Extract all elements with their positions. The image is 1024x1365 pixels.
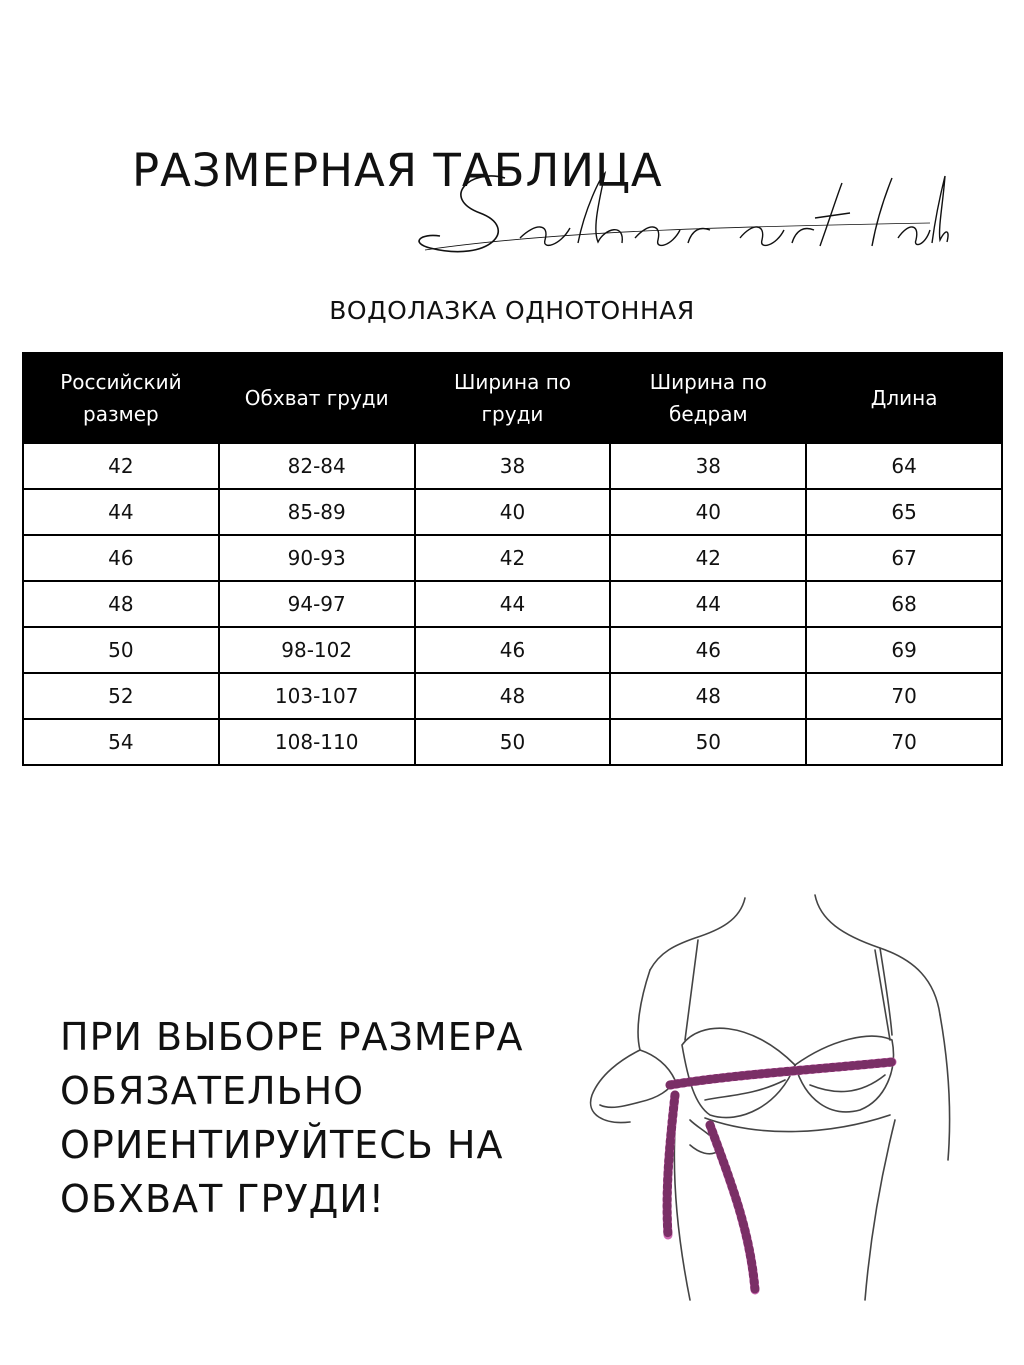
table-cell: 48 xyxy=(610,673,806,719)
table-cell: 67 xyxy=(806,535,1002,581)
bra-cup-right xyxy=(795,1036,893,1112)
product-subtitle: ВОДОЛАЗКА ОДНОТОННАЯ xyxy=(329,296,695,325)
table-cell: 44 xyxy=(23,489,219,535)
table-cell: 48 xyxy=(415,673,611,719)
table-cell: 90-93 xyxy=(219,535,415,581)
table-cell: 65 xyxy=(806,489,1002,535)
table-cell: 85-89 xyxy=(219,489,415,535)
left-arm-outline xyxy=(591,970,650,1123)
table-cell: 38 xyxy=(415,443,611,489)
table-cell: 94-97 xyxy=(219,581,415,627)
notice-line: ОБХВАТ ГРУДИ! xyxy=(60,1177,385,1221)
table-cell: 54 xyxy=(23,719,219,765)
table-cell: 38 xyxy=(610,443,806,489)
size-table xyxy=(22,352,1003,766)
right-body-outline xyxy=(940,1015,950,1160)
table-cell: 64 xyxy=(806,443,1002,489)
table-row xyxy=(23,489,1002,535)
table-cell: 48 xyxy=(23,581,219,627)
brand-logo-script xyxy=(410,168,950,268)
table-row xyxy=(23,627,1002,673)
column-header-chest-width: Ширина по груди xyxy=(415,353,611,443)
left-hand-outline xyxy=(600,1050,675,1107)
table-cell: 42 xyxy=(415,535,611,581)
table-cell: 68 xyxy=(806,581,1002,627)
table-cell: 50 xyxy=(415,719,611,765)
table-cell: 70 xyxy=(806,719,1002,765)
column-header-length: Длина xyxy=(806,353,1002,443)
table-cell: 40 xyxy=(415,489,611,535)
table-row xyxy=(23,443,1002,489)
column-header-chest-girth: Обхват груди xyxy=(219,353,415,443)
table-cell: 50 xyxy=(610,719,806,765)
notice-line: ПРИ ВЫБОРЕ РАЗМЕРА xyxy=(60,1015,524,1059)
table-cell: 42 xyxy=(23,443,219,489)
torso-outline xyxy=(674,1130,690,1300)
table-cell: 108-110 xyxy=(219,719,415,765)
table-cell: 50 xyxy=(23,627,219,673)
table-cell: 40 xyxy=(610,489,806,535)
table-cell: 46 xyxy=(23,535,219,581)
size-table-header xyxy=(23,353,1002,443)
neck-outline xyxy=(650,898,745,970)
table-row xyxy=(23,673,1002,719)
table-cell: 69 xyxy=(806,627,1002,673)
table-row xyxy=(23,719,1002,765)
notice-line: ОБЯЗАТЕЛЬНО xyxy=(60,1069,365,1113)
table-cell: 44 xyxy=(610,581,806,627)
table-cell: 46 xyxy=(610,627,806,673)
table-cell: 52 xyxy=(23,673,219,719)
table-cell: 46 xyxy=(415,627,611,673)
table-cell: 70 xyxy=(806,673,1002,719)
table-cell: 103-107 xyxy=(219,673,415,719)
page-title: РАЗМЕРНАЯ ТАБЛИЦА xyxy=(132,144,663,197)
table-row xyxy=(23,581,1002,627)
chest-measurement-illustration xyxy=(580,890,1024,1310)
column-header-hip-width: Ширина по бедрам xyxy=(610,353,806,443)
notice-line: ОРИЕНТИРУЙТЕСЬ НА xyxy=(60,1123,504,1167)
size-advice-notice xyxy=(60,1010,620,1226)
table-cell: 44 xyxy=(415,581,611,627)
table-row xyxy=(23,535,1002,581)
table-cell: 42 xyxy=(610,535,806,581)
bra-strap-left xyxy=(685,940,698,1040)
table-cell: 98-102 xyxy=(219,627,415,673)
neck-outline-right xyxy=(815,895,940,1015)
column-header-size: Российский размер xyxy=(23,353,219,443)
table-cell: 82-84 xyxy=(219,443,415,489)
